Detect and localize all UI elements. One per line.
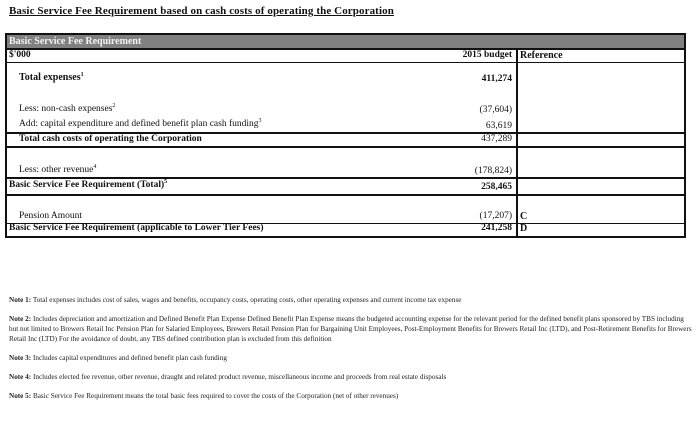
table-row-bsfr-total [7,179,684,196]
page-title: Basic Service Fee Requirement based on cash costs of operating the Corporation [9,5,394,17]
column-header-units: $'000 [9,50,31,60]
reference-d: D [520,223,528,234]
value-total-expenses: 411,274 [481,74,512,84]
table-header-row [7,50,684,63]
footnotes-section [9,295,694,410]
value-pension-amount: (17,207) [479,211,512,221]
reference-cell [516,134,684,146]
reference-cell [516,179,684,194]
table-row-total-cash-costs [7,134,684,148]
row-label-other-revenue: Less: other revenue$^4$ [19,164,97,175]
table-row-bsfr-lower-tier [7,224,684,236]
reference-c: C [520,211,528,222]
note-4: Note 4: Includes elected fee revenue, other revenue, draught and related product revenue, miscellaneous income and proceeds from real estate disposals [9,373,447,381]
footnote-marker: 2 [112,103,116,109]
column-header-budget: 2015 budget [462,50,512,60]
value-bsfr-total: 258,465 [481,182,512,192]
value-other-revenue: (178,824) [474,166,512,176]
note-1: Note 1: Total expenses includes cost of sales, wages and benefits, occupancy costs, operating costs, other operating expenses and current income tax expense [9,296,462,304]
reference-cell [516,63,684,132]
footnote-marker: 4 [93,164,97,170]
reference-cell [516,148,684,177]
value-non-cash-expenses: (37,604) [479,105,512,115]
note-2: Note 2: Includes depreciation and amortization and Defined Benefit Plan Expense Defined Benefit Plan Expense means the budgeted accounting expense for the relevant period for the defined benefit plans sponsored by TBS including but not limited to Brewers Retail Inc Pension Plan for Salaried Employees, Brewers Retail Pension Plan for Bargaining Unit Employees, Post-Employment Benefits for Brewers Retail Inc (LTD), and Post-Retirement Benefits for Brewers Retail Inc (LTD) For the avoidance of doubt, any TBS defined contribution plan is excluded from this definition [9,315,692,343]
note-3: Note 3: Includes capital expenditures and defined benefit plan cash funding [9,354,227,362]
table-row-expenses-group [7,63,684,134]
table-row-pension-amount [7,196,684,224]
note-5: Note 5: Basic Service Fee Requirement means the total basic fees required to cover the costs of the Corporation (net of other revenues) [9,392,399,400]
row-label-total-expenses: Total expenses$^1$ [19,72,84,83]
row-label-total-cash-costs: Total cash costs of operating the Corporation [19,134,202,144]
value-capex-db-funding: 63,619 [485,121,512,131]
footnote-marker: 5 [164,179,168,185]
table-section-header: Basic Service Fee Requirement [7,35,684,50]
footnote-marker: 1 [80,72,84,78]
row-label-bsfr-total: Basic Service Fee Requirement (Total)$^5$ [9,179,168,190]
value-bsfr-lower-tier: 241,258 [481,223,512,233]
row-label-non-cash-expenses: Less: non-cash expenses$^2$ [19,103,116,114]
column-header-reference: Reference [520,50,563,61]
row-label-pension-amount: Pension Amount [19,211,83,221]
table-row-other-revenue [7,148,684,179]
row-label-bsfr-lower-tier: Basic Service Fee Requirement (applicable to Lower Tier Fees) [9,223,264,233]
basic-service-fee-table [5,33,686,238]
value-total-cash-costs: 437,289 [481,134,512,144]
footnote-marker: 3 [258,118,262,124]
row-label-capex-db-funding: Add: capital expenditure and defined benefit plan cash funding$^3$ [19,118,262,129]
